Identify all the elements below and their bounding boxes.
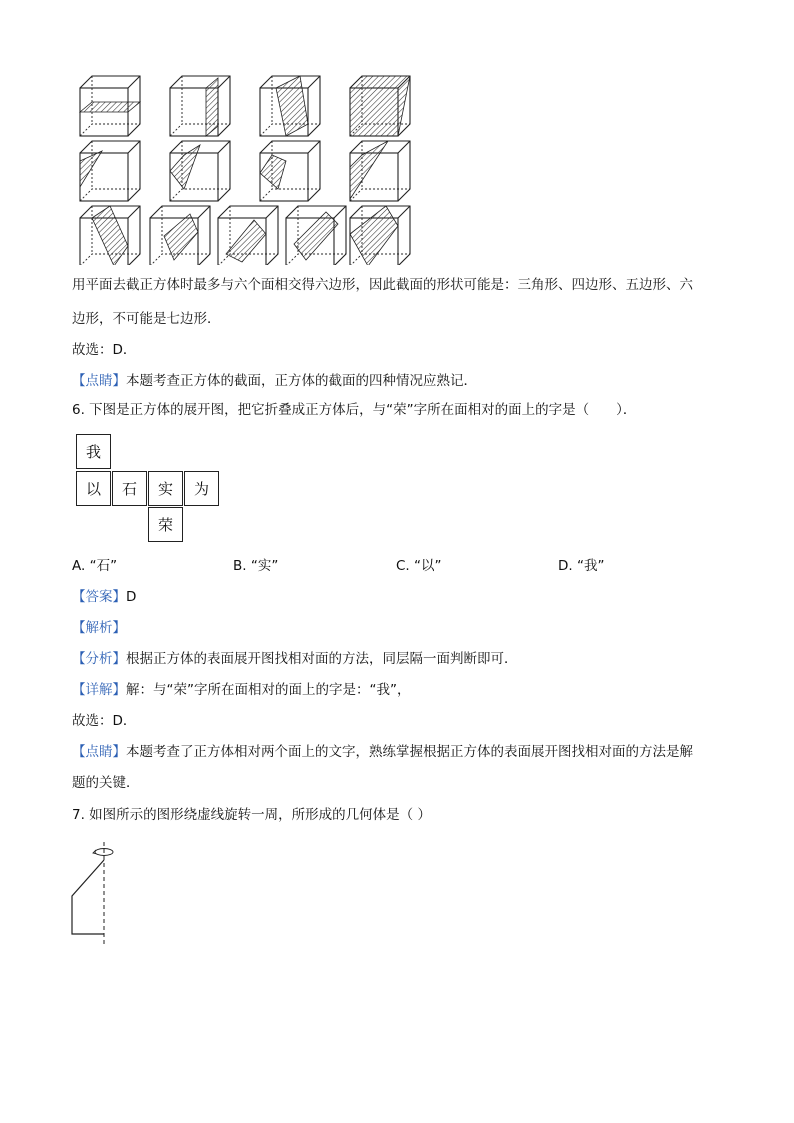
q5-point	[72, 371, 477, 391]
option-a: A. “石”	[72, 558, 118, 574]
q6-stem: 6. 下图是正方体的展开图，把它折叠成正方体后，与“荣”字所在面相对的面上的字是（ ）．	[72, 402, 637, 418]
fenxi-text: 根据正方体的表面展开图找相对面的方法，同层隔一面判断即可．	[126, 651, 518, 667]
detail-tag: 【详解】	[72, 682, 126, 698]
cube-figure-2	[170, 76, 230, 136]
cube-figure-3	[260, 76, 320, 136]
answer-tag: 【答案】	[72, 589, 126, 605]
net-cell-bottom: 荣	[148, 507, 183, 542]
cube-figure-1	[80, 76, 140, 136]
intro-paragraph-line-1: 用平面去截正方体时最多与六个面相交得六边形，因此截面的形状可能是：三角形、四边形、五边形、六	[72, 277, 693, 293]
cube-figure-12	[286, 206, 346, 265]
net-cell-top: 我	[76, 434, 111, 469]
point-text: 本题考查了正方体相对两个面上的文字，熟练掌握根据正方体的表面展开图找相对面的方法是解	[126, 744, 693, 760]
net-cell-row-2: 石	[112, 471, 147, 506]
cube-figure-11	[218, 206, 278, 265]
cube-figure-6	[170, 141, 230, 201]
q6-analysis-tag: 【解析】	[72, 620, 126, 636]
q7-stem: 7. 如图所示的图形绕虚线旋转一周，所形成的几何体是（ ）	[72, 807, 431, 823]
fenxi-tag: 【分析】	[72, 651, 126, 667]
option-d: D. “我”	[558, 558, 605, 574]
cube-figure-4	[350, 76, 410, 136]
point-text: 本题考查正方体的截面，正方体的截面的四种情况应熟记．	[126, 373, 477, 389]
point-tag: 【点睛】	[72, 744, 126, 760]
q5-choice: 故选：D．	[72, 342, 137, 358]
cube-figure-9	[80, 206, 140, 265]
cube-figure-7	[260, 141, 320, 201]
q6-choice: 故选：D．	[72, 713, 137, 729]
point-tag: 【点睛】	[72, 373, 126, 389]
option-c: C. “以”	[396, 558, 442, 574]
q6-point-line-1	[72, 742, 693, 762]
q6-point-line-2: 题的关键．	[72, 775, 140, 791]
cube-figure-5	[80, 141, 140, 201]
intro-paragraph-line-2: 边形，不可能是七边形．	[72, 311, 221, 327]
option-b: B. “实”	[233, 558, 279, 574]
cube-net	[76, 434, 221, 544]
cube-figure-13	[350, 206, 410, 265]
cube-figure-8	[350, 141, 410, 201]
q6-detail	[72, 680, 410, 700]
q6-fenxi	[72, 649, 518, 669]
cube-cross-section-figures	[70, 70, 420, 265]
rotation-figure	[66, 838, 126, 948]
q6-answer	[72, 587, 136, 607]
cube-figure-10	[150, 206, 210, 265]
answer-value: D	[126, 589, 137, 605]
net-cell-row-3: 实	[148, 471, 183, 506]
net-cell-row-4: 为	[184, 471, 219, 506]
net-cell-row-1: 以	[76, 471, 111, 506]
detail-text: 解：与“荣”字所在面相对的面上的字是：“我”，	[126, 682, 411, 698]
